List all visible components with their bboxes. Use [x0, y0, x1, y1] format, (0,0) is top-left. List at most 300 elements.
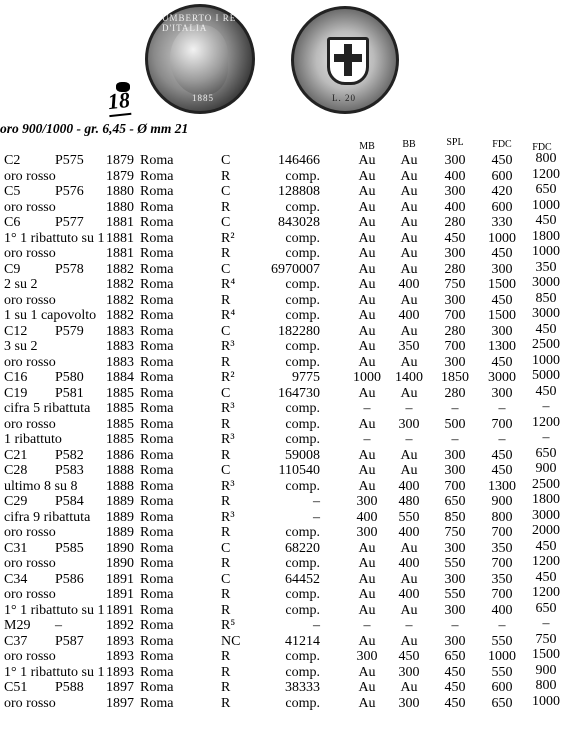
mintage: – — [313, 509, 320, 525]
mint: Roma — [140, 401, 174, 416]
mintage: comp. — [285, 695, 320, 711]
year: 1891 — [106, 571, 134, 587]
grade-fdc: 300 — [491, 261, 513, 277]
variety-label: 3 su 2 — [4, 339, 38, 354]
mint: Roma — [140, 292, 174, 308]
grade-fdc-2: 1200 — [532, 585, 560, 600]
grade-bb: Au — [400, 184, 418, 199]
grade-fdc-2: 2000 — [532, 523, 560, 538]
grade-mb: Au — [358, 571, 376, 587]
grade-spl: 280 — [444, 323, 466, 339]
grade-bb: Au — [400, 540, 418, 556]
variety-label: 1 su 1 capovolto — [4, 308, 97, 323]
grade-bb: Au — [400, 463, 418, 478]
grade-spl: 300 — [444, 633, 466, 649]
grade-fdc: 450 — [491, 463, 513, 478]
table-row — [0, 476, 560, 494]
variety-label: C37 — [4, 633, 28, 649]
mintage: comp. — [285, 587, 320, 602]
mint: Roma — [140, 602, 174, 618]
table-row — [0, 184, 555, 199]
year: 1884 — [106, 370, 134, 385]
pagani-number: P584 — [55, 494, 84, 509]
rarity: C — [221, 184, 231, 199]
variety-label: C34 — [4, 571, 28, 587]
rarity: R³ — [221, 509, 235, 525]
mintage: 146466 — [278, 153, 320, 168]
grade-fdc-2: 1800 — [532, 492, 560, 507]
rarity: C — [221, 261, 231, 277]
mintage: 59008 — [285, 447, 320, 463]
table-row — [0, 153, 555, 168]
grade-fdc: 1000 — [488, 230, 516, 246]
variety-label: oro rosso — [4, 695, 56, 711]
grade-fdc-2: 1200 — [532, 166, 560, 182]
variety-label: oro rosso — [4, 416, 56, 432]
mint: Roma — [140, 447, 174, 463]
table-row — [0, 492, 560, 509]
grade-fdc: 700 — [491, 416, 513, 432]
year: 1880 — [106, 199, 134, 215]
grade-fdc: 400 — [491, 602, 513, 618]
table-row — [0, 507, 560, 525]
grade-fdc: 350 — [491, 540, 513, 556]
grade-spl: 300 — [444, 463, 466, 478]
grade-mb: Au — [358, 292, 376, 308]
mint: Roma — [140, 323, 174, 339]
grade-bb: 300 — [398, 695, 420, 711]
mintage: comp. — [285, 602, 320, 618]
grade-bb: – — [405, 401, 413, 416]
year: 1886 — [106, 447, 134, 463]
grade-fdc-2: 650 — [535, 600, 557, 616]
grade-bb: Au — [400, 571, 418, 587]
variety-label: C12 — [4, 323, 28, 339]
grade-spl: 1850 — [441, 370, 469, 385]
year: 1881 — [106, 246, 134, 261]
grade-bb: Au — [400, 680, 418, 695]
year: 1883 — [106, 354, 134, 370]
table-row — [0, 197, 560, 215]
grade-spl: 450 — [444, 680, 466, 695]
grade-mb: Au — [358, 199, 376, 215]
grade-fdc-2: 3000 — [532, 306, 560, 321]
grade-fdc-2: 1000 — [532, 244, 560, 259]
grade-mb: Au — [358, 556, 376, 571]
rarity: R⁵ — [221, 618, 236, 633]
variety-label: oro rosso — [4, 199, 56, 215]
year: 1889 — [106, 494, 134, 509]
grade-spl: 450 — [444, 230, 466, 246]
mint: Roma — [140, 184, 174, 199]
grade-fdc: 1000 — [488, 649, 516, 664]
year: 1882 — [106, 261, 134, 277]
rarity: R — [221, 587, 231, 602]
variety-label: C5 — [4, 184, 21, 199]
mint: Roma — [140, 540, 174, 556]
variety-label: oro rosso — [4, 292, 56, 308]
grade-mb: Au — [358, 153, 376, 168]
table-row — [0, 306, 560, 323]
table-row — [0, 228, 560, 246]
table-row — [0, 352, 560, 370]
grade-bb: Au — [400, 354, 418, 370]
mintage: comp. — [285, 478, 320, 494]
grade-bb: 300 — [398, 416, 420, 432]
rarity: R² — [221, 370, 235, 385]
rarity: R³ — [221, 401, 235, 416]
year: 1882 — [106, 277, 134, 292]
pagani-number: P577 — [55, 215, 84, 230]
table-row — [0, 631, 557, 649]
grade-mb: Au — [358, 168, 376, 184]
mint: Roma — [140, 680, 174, 695]
mint: Roma — [140, 478, 174, 494]
mint: Roma — [140, 494, 174, 509]
column-header-mb: MB — [359, 141, 375, 152]
grade-fdc: 450 — [491, 153, 513, 168]
rarity: C — [221, 571, 231, 587]
grade-mb: Au — [358, 695, 376, 711]
grade-spl: 750 — [444, 525, 466, 540]
grade-bb: Au — [400, 246, 418, 261]
mint: Roma — [140, 277, 174, 292]
mintage: comp. — [285, 292, 320, 308]
grade-fdc-2: 350 — [535, 259, 557, 275]
mintage: comp. — [285, 416, 320, 432]
mint: Roma — [140, 695, 174, 711]
variety-label: C16 — [4, 370, 28, 385]
rarity: C — [221, 385, 231, 401]
mint: Roma — [140, 416, 174, 432]
grade-bb: 350 — [398, 339, 420, 354]
grade-fdc: 900 — [491, 494, 513, 509]
mintage: 182280 — [278, 323, 320, 339]
coin-obverse-date: 1885 — [192, 93, 214, 103]
grade-mb: – — [363, 618, 371, 633]
variety-label: ultimo 8 su 8 — [4, 478, 78, 494]
grade-bb: 400 — [398, 308, 420, 323]
grade-fdc: 1300 — [488, 478, 516, 494]
pagani-number: P582 — [55, 447, 84, 463]
grade-fdc-2: – — [542, 430, 550, 445]
mintage: comp. — [285, 556, 320, 571]
rarity: R — [221, 664, 231, 680]
rarity: R — [221, 680, 231, 695]
variety-label: C9 — [4, 261, 21, 277]
mintage: – — [313, 618, 320, 633]
rarity: R — [221, 354, 231, 370]
year: 1879 — [106, 168, 134, 184]
grade-spl: 750 — [444, 277, 466, 292]
year: 1882 — [106, 308, 134, 323]
pagani-number: P581 — [55, 385, 84, 401]
rarity: C — [221, 153, 231, 168]
table-row — [0, 259, 557, 277]
grade-fdc: 600 — [491, 168, 513, 184]
table-row — [0, 244, 560, 261]
variety-label: C29 — [4, 494, 28, 509]
coin-reverse-image — [291, 6, 399, 114]
grade-fdc: 650 — [491, 695, 513, 711]
rarity: C — [221, 215, 231, 230]
grade-fdc: 450 — [491, 354, 513, 370]
mintage: comp. — [285, 199, 320, 215]
grade-mb: Au — [358, 633, 376, 649]
variety-label: cifra 9 ribattuta — [4, 509, 91, 525]
grade-fdc-2: 450 — [535, 538, 557, 554]
table-row — [0, 215, 555, 230]
variety-label: C51 — [4, 680, 28, 695]
grade-mb: Au — [358, 277, 376, 292]
variety-label: oro rosso — [4, 354, 56, 370]
grade-mb: Au — [358, 246, 376, 261]
grade-spl: 500 — [444, 416, 466, 432]
mint: Roma — [140, 587, 174, 602]
mint: Roma — [140, 463, 174, 478]
grade-mb: Au — [358, 339, 376, 354]
grade-fdc-2: 1500 — [532, 647, 560, 662]
grade-bb: 400 — [398, 478, 420, 494]
grade-spl: 280 — [444, 385, 466, 401]
grade-fdc-2: 900 — [535, 461, 557, 476]
mint: Roma — [140, 649, 174, 664]
table-row — [0, 445, 557, 463]
grade-spl: 300 — [444, 602, 466, 618]
variety-label: oro rosso — [4, 556, 56, 571]
grade-fdc: 350 — [491, 571, 513, 587]
grade-mb: Au — [358, 447, 376, 463]
rarity: R — [221, 525, 231, 540]
mint: Roma — [140, 571, 174, 587]
pagani-number: P580 — [55, 370, 84, 385]
grade-fdc: 1500 — [488, 277, 516, 292]
grade-spl: 700 — [444, 478, 466, 494]
column-header-spl: SPL — [446, 137, 464, 148]
pagani-number: P588 — [55, 680, 84, 695]
column-header-fdc-2: FDC — [532, 142, 552, 153]
mintage: 164730 — [278, 385, 320, 401]
year: 1891 — [106, 587, 134, 602]
grade-fdc: 700 — [491, 556, 513, 571]
mint: Roma — [140, 261, 174, 277]
grade-bb: 550 — [398, 509, 420, 525]
mintage: 38333 — [285, 680, 320, 695]
grade-bb: Au — [400, 602, 418, 618]
table-row — [0, 554, 560, 571]
year: 1880 — [106, 184, 134, 199]
mint: Roma — [140, 385, 174, 401]
mintage: comp. — [285, 401, 320, 416]
grade-bb: 480 — [398, 494, 420, 509]
year: 1890 — [106, 556, 134, 571]
year: 1893 — [106, 664, 134, 680]
variety-label: 1 ribattuto — [4, 432, 62, 447]
grade-fdc-2: 1200 — [532, 414, 560, 430]
variety-label: 1° 1 ribattuto su 1 — [4, 602, 105, 618]
grade-fdc: 700 — [491, 525, 513, 540]
grade-bb: – — [405, 618, 413, 633]
year: 1879 — [106, 153, 134, 168]
grade-spl: 700 — [444, 308, 466, 323]
table-row — [0, 401, 555, 416]
rarity: R — [221, 292, 231, 308]
grade-fdc-2: 450 — [535, 383, 557, 399]
grade-bb: Au — [400, 199, 418, 215]
grade-bb: – — [405, 432, 413, 447]
variety-label: oro rosso — [4, 525, 56, 540]
grade-fdc-2: 1000 — [532, 352, 560, 368]
column-header-bb: BB — [402, 139, 416, 150]
variety-label: oro rosso — [4, 246, 56, 261]
mint: Roma — [140, 664, 174, 680]
grade-mb: Au — [358, 680, 376, 695]
pagani-number: P585 — [55, 540, 84, 556]
year: 1885 — [106, 401, 134, 416]
table-row — [0, 321, 557, 339]
table-row — [0, 600, 557, 618]
mintage: 64452 — [285, 571, 320, 587]
grade-spl: 300 — [444, 153, 466, 168]
grade-fdc-2: 650 — [535, 445, 557, 461]
grade-mb: 1000 — [353, 370, 381, 385]
grade-fdc: 700 — [491, 587, 513, 602]
grade-spl: 280 — [444, 261, 466, 277]
grade-bb: 400 — [398, 587, 420, 602]
grade-fdc: 550 — [491, 664, 513, 680]
grade-spl: 550 — [444, 587, 466, 602]
rarity: R — [221, 447, 231, 463]
grade-fdc-2: 5000 — [532, 368, 560, 383]
grade-bb: Au — [400, 292, 418, 308]
grade-fdc: 1500 — [488, 308, 516, 323]
mint: Roma — [140, 339, 174, 354]
grade-fdc-2: 1800 — [532, 228, 560, 244]
grade-fdc: 600 — [491, 680, 513, 695]
grade-mb: Au — [358, 230, 376, 246]
grade-spl: 650 — [444, 649, 466, 664]
mint: Roma — [140, 618, 174, 633]
grade-mb: Au — [358, 478, 376, 494]
grade-spl: 700 — [444, 339, 466, 354]
grade-bb: 1400 — [395, 370, 423, 385]
grade-bb: Au — [400, 168, 418, 184]
year: 1892 — [106, 618, 134, 633]
mint: Roma — [140, 432, 174, 447]
grade-mb: 300 — [356, 649, 378, 664]
table-row — [0, 523, 560, 540]
grade-fdc-2: 1200 — [532, 554, 560, 569]
variety-label: M29 — [4, 618, 31, 633]
variety-label: C31 — [4, 540, 28, 556]
grade-fdc-2: 1000 — [532, 197, 560, 213]
grade-mb: 400 — [356, 509, 378, 525]
mint: Roma — [140, 633, 174, 649]
table-row — [0, 618, 555, 633]
rarity: C — [221, 540, 231, 556]
grade-mb: Au — [358, 602, 376, 618]
grade-fdc-2: – — [542, 399, 550, 414]
grade-mb: – — [363, 401, 371, 416]
mint: Roma — [140, 370, 174, 385]
year: 1888 — [106, 463, 134, 478]
variety-label: C2 — [4, 153, 21, 168]
grade-fdc-2: 450 — [535, 213, 557, 228]
grade-mb: Au — [358, 308, 376, 323]
mintage: comp. — [285, 230, 320, 246]
grade-spl: – — [451, 401, 459, 416]
grade-mb: Au — [358, 463, 376, 478]
grade-bb: Au — [400, 385, 418, 401]
grade-spl: 300 — [444, 571, 466, 587]
savoy-shield-icon — [327, 37, 369, 85]
year: 1888 — [106, 478, 134, 494]
rarity: R — [221, 168, 231, 184]
mintage: 9775 — [292, 370, 320, 385]
mint: Roma — [140, 308, 174, 323]
grade-bb: 400 — [398, 525, 420, 540]
table-row — [0, 275, 560, 292]
year: 1885 — [106, 416, 134, 432]
mint: Roma — [140, 246, 174, 261]
table-row — [0, 383, 557, 401]
grade-fdc-2: 900 — [535, 662, 557, 678]
rarity: R — [221, 199, 231, 215]
grade-fdc: 600 — [491, 199, 513, 215]
grade-bb: Au — [400, 230, 418, 246]
grade-spl: 850 — [444, 509, 466, 525]
grade-fdc: 550 — [491, 633, 513, 649]
grade-fdc-2: 650 — [535, 182, 557, 197]
grade-fdc-2: 3000 — [532, 507, 560, 523]
grade-mb: Au — [358, 323, 376, 339]
mint: Roma — [140, 556, 174, 571]
rarity: R — [221, 416, 231, 432]
mintage: comp. — [285, 246, 320, 261]
grade-spl: 400 — [444, 168, 466, 184]
grade-bb: 400 — [398, 277, 420, 292]
grade-fdc-2: 750 — [535, 631, 557, 647]
table-row — [0, 368, 560, 385]
table-row — [0, 166, 560, 184]
column-header-fdc: FDC — [492, 139, 512, 150]
table-row — [0, 414, 560, 432]
grade-fdc-2: 450 — [535, 569, 557, 585]
year: 1885 — [106, 432, 134, 447]
grade-spl: 300 — [444, 184, 466, 199]
rarity: R — [221, 602, 231, 618]
year: 1893 — [106, 649, 134, 664]
mint: Roma — [140, 230, 174, 246]
grade-fdc-2: 2500 — [532, 337, 560, 352]
table-row — [0, 463, 555, 478]
grade-spl: – — [451, 618, 459, 633]
grade-mb: Au — [358, 184, 376, 199]
grade-spl: 650 — [444, 494, 466, 509]
grade-spl: 300 — [444, 292, 466, 308]
grade-mb: Au — [358, 540, 376, 556]
year: 1885 — [106, 385, 134, 401]
mint: Roma — [140, 509, 174, 525]
grade-fdc-2: 1000 — [532, 693, 560, 709]
pagani-number: P575 — [55, 153, 84, 168]
grade-bb: Au — [400, 215, 418, 230]
table-row — [0, 585, 560, 602]
table-row — [0, 680, 555, 695]
year: 1889 — [106, 525, 134, 540]
grade-fdc: 450 — [491, 292, 513, 308]
grade-mb: Au — [358, 354, 376, 370]
